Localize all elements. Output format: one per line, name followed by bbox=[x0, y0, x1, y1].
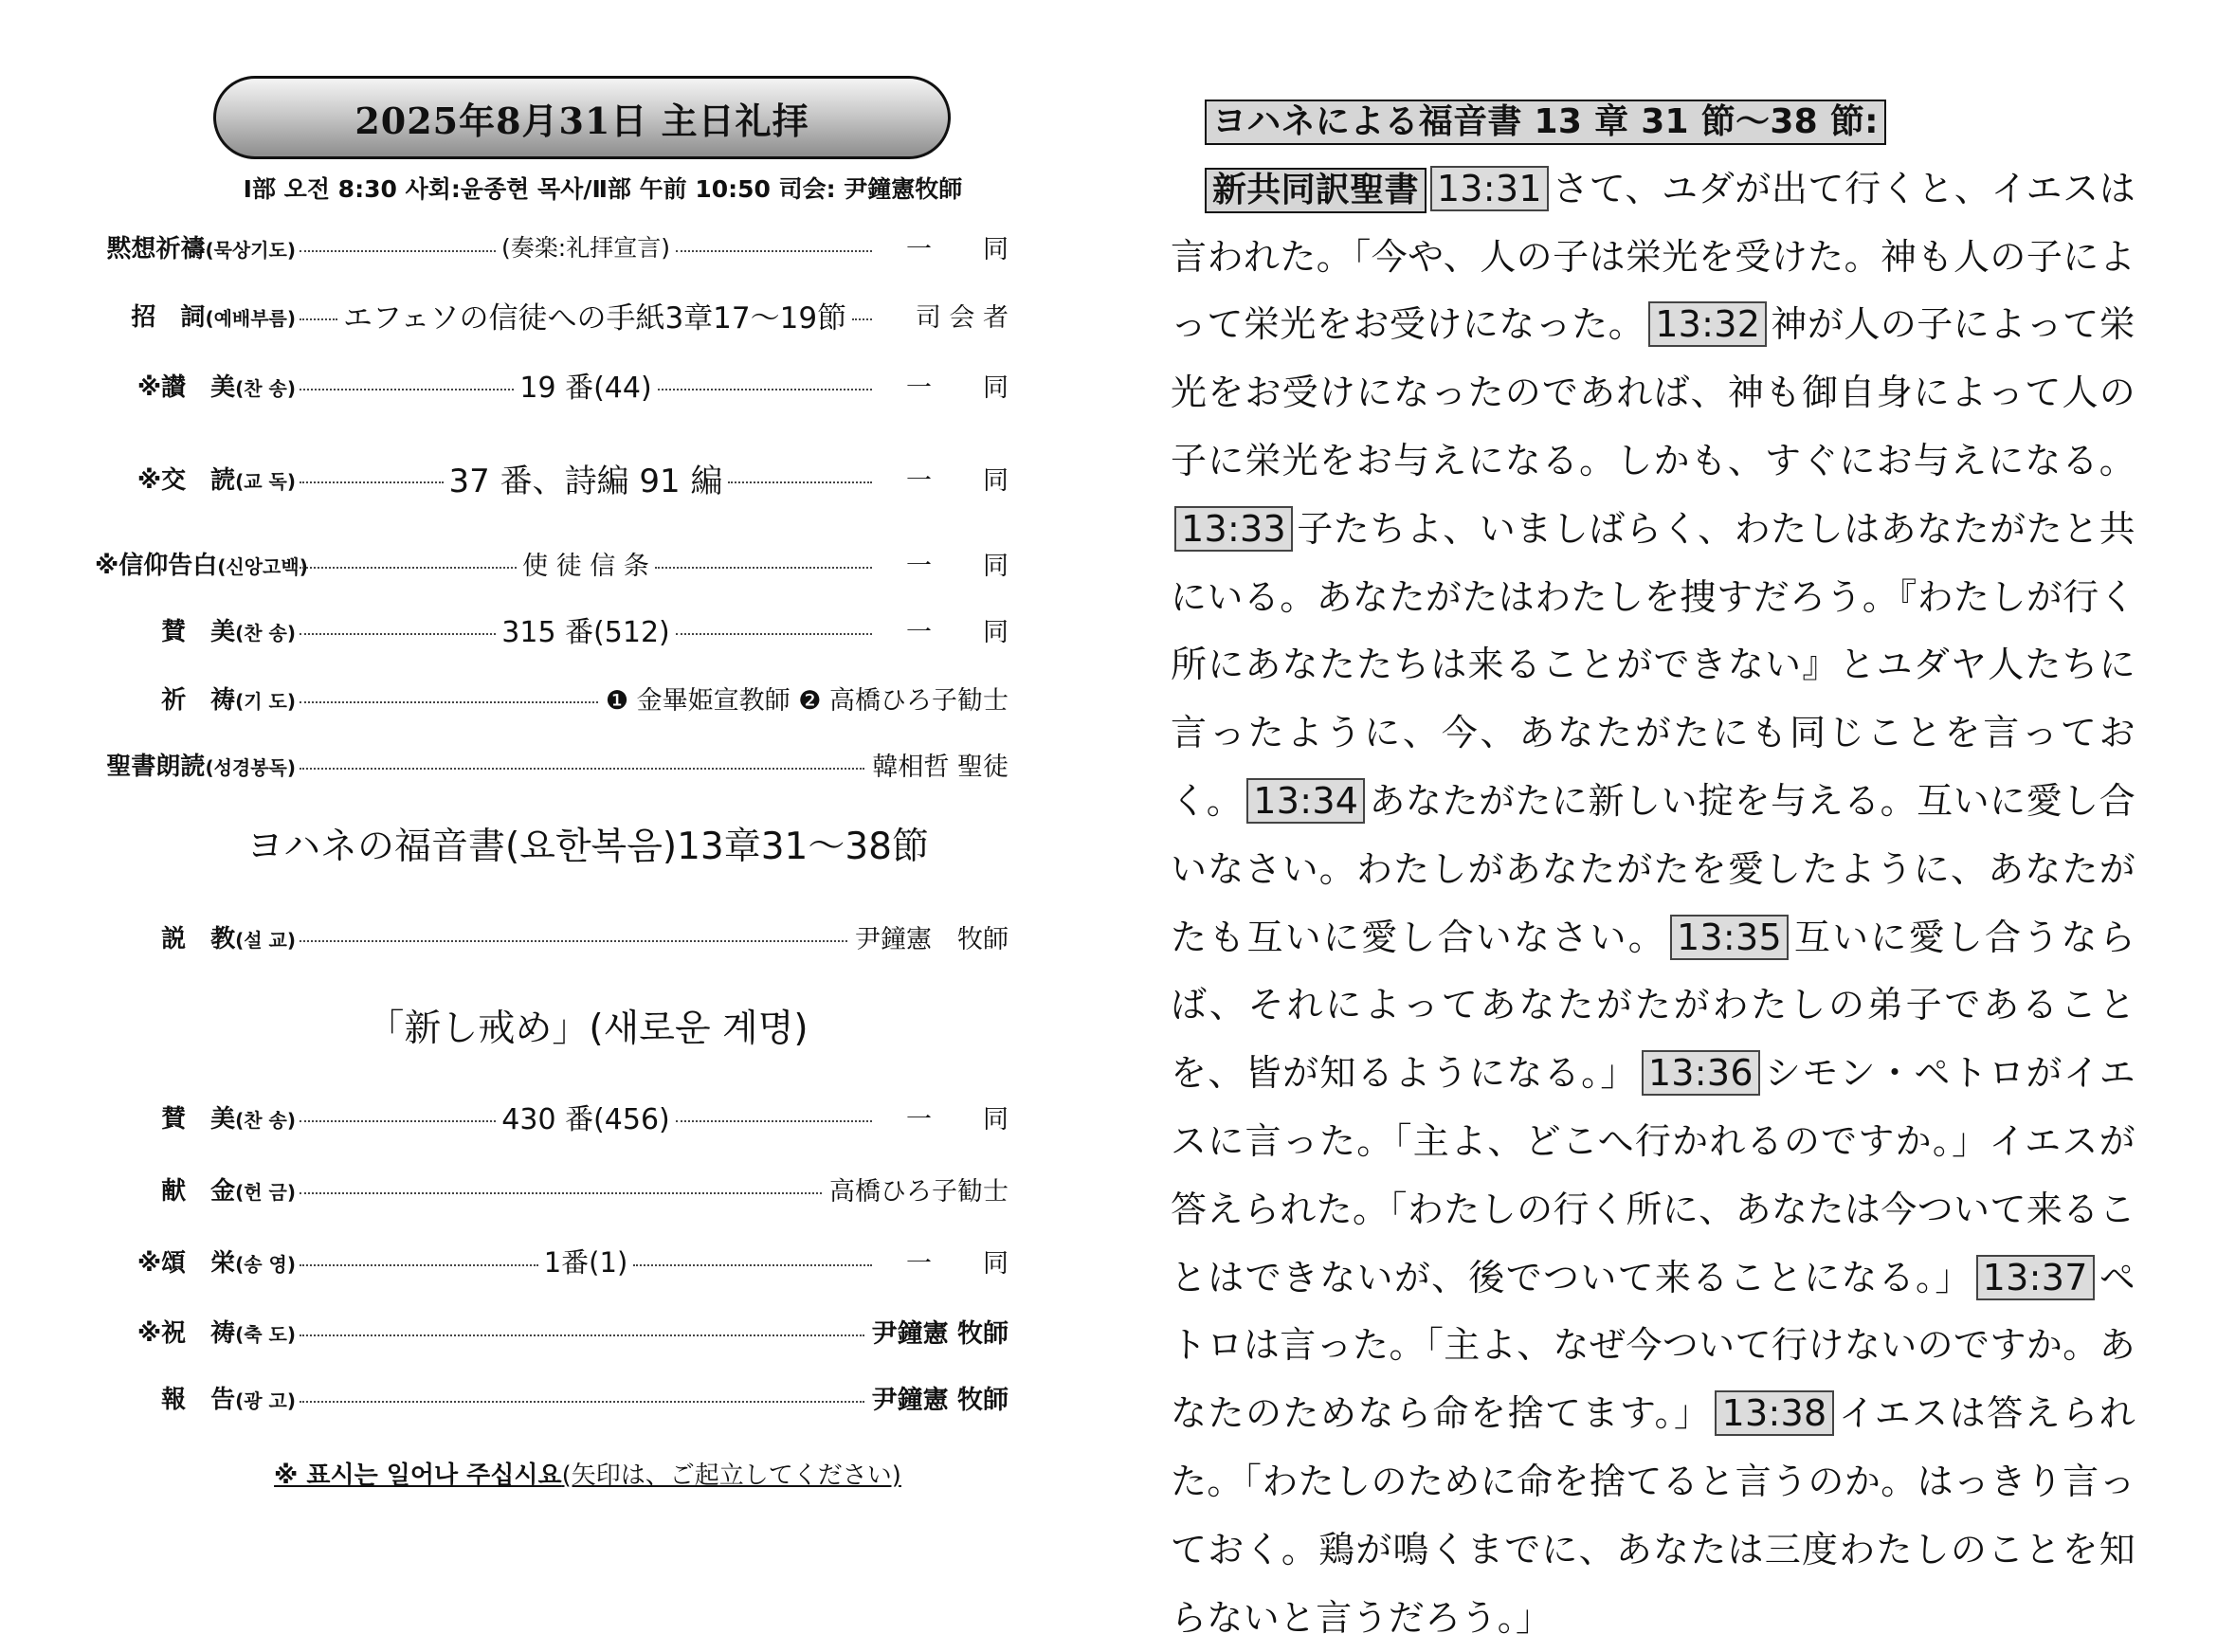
verse-number: 13:37 bbox=[1976, 1255, 2095, 1300]
sermon-title: 「新し戒め」(새로운 계명) bbox=[367, 1008, 809, 1050]
passage-title: ヨハネによる福音書 13 章 31 節～38 節: bbox=[1205, 100, 1886, 145]
order-item bbox=[95, 1378, 1014, 1416]
verse-number: 13:33 bbox=[1174, 506, 1293, 552]
service-times: Ⅰ部 오전 8:30 사회:윤종현 목사/Ⅱ部 午前 10:50 司会: 尹鐘憲牧師 bbox=[243, 175, 963, 203]
scripture-heading: ヨハネの福音書(요한복음)13章31～38節 bbox=[245, 826, 929, 868]
dot-leader bbox=[300, 701, 598, 703]
dot-leader bbox=[300, 1401, 864, 1403]
verse-text: あなたがたに新しい掟を与える。互いに愛し合いなさい。わたしがあなたがたを愛したように、あなたがたも互いに愛し合いなさい。 bbox=[1171, 779, 2135, 958]
item-responsible: 一 同 bbox=[906, 234, 1009, 264]
dot-leader bbox=[300, 1192, 822, 1194]
item-responsible: 一 同 bbox=[906, 1104, 1009, 1135]
page-title: 2025年8月31日 主日礼拝 bbox=[213, 76, 951, 159]
verse-text: シモン・ペトロがイエスに言った。「主よ、どこへ行かれるのですか。」イエスが答えられた。「わたしの行く所に、あなたは今ついて来ることはできないが、後でついて来ることになる。」 bbox=[1171, 1052, 2136, 1298]
item-label: 黙想祈禱 bbox=[106, 234, 206, 263]
order-item bbox=[95, 610, 1014, 648]
item-label: 賛 美 bbox=[161, 1104, 236, 1134]
translation-label: 新共同訳聖書 bbox=[1205, 168, 1427, 213]
item-label-korean: (광 고) bbox=[235, 1389, 296, 1412]
item-label: 説 教 bbox=[161, 924, 236, 953]
item-responsible: 一 同 bbox=[906, 465, 1009, 496]
item-content: 19 番(44) bbox=[519, 372, 652, 405]
item-label: ※頌 栄 bbox=[136, 1248, 236, 1278]
item-label: 祈 祷 bbox=[161, 685, 236, 715]
dot-leader bbox=[633, 1264, 872, 1266]
item-content: 使 徒 信 条 bbox=[522, 551, 649, 581]
order-item bbox=[95, 1170, 1014, 1207]
item-label: 賛 美 bbox=[161, 617, 236, 646]
item-label: 招 詞 bbox=[131, 302, 206, 332]
dot-leader bbox=[300, 567, 517, 569]
verse-text: 神が人の子によって栄光をお受けになったのであれば、神も御自身によって人の子に栄光をお与えになる。しかも、すぐにお与えになる。 bbox=[1171, 303, 2135, 481]
item-responsible: 一 同 bbox=[906, 551, 1009, 581]
verse-number: 13:38 bbox=[1715, 1390, 1833, 1436]
item-label-korean: (송 영) bbox=[235, 1252, 296, 1276]
dot-leader bbox=[658, 389, 872, 390]
order-item bbox=[95, 296, 1014, 334]
verse-text: 互いに愛し合うならば、それによってあなたがたがわたしの弟子であることを、皆が知るようになる。」 bbox=[1171, 916, 2136, 1095]
verse-text: ペトロは言った。「主よ、なぜ今ついて行けないのですか。あなたのためなら命を捨てます。」 bbox=[1171, 1256, 2135, 1435]
verse-number: 13:34 bbox=[1246, 778, 1365, 824]
item-label-korean: (예배부름) bbox=[205, 306, 296, 330]
item-label: ※祝 祷 bbox=[136, 1318, 236, 1348]
dot-leader bbox=[300, 940, 847, 942]
item-label-korean: (교 독) bbox=[235, 469, 296, 493]
dot-leader bbox=[655, 567, 872, 569]
item-responsible: 司 会 者 bbox=[915, 302, 1009, 333]
dot-leader bbox=[300, 633, 496, 635]
item-content: エフェソの信徒への手紙3章17～19節 bbox=[343, 300, 847, 336]
item-label: 献 金 bbox=[161, 1176, 236, 1206]
item-content: 1番(1) bbox=[543, 1245, 628, 1279]
order-item bbox=[95, 679, 1014, 717]
verse-number: 13:35 bbox=[1670, 915, 1789, 960]
verse-text: 子たちよ、いましばらく、わたしはあなたがたと共にいる。あなたがたはわたしを捜すだろう。『わたしが行く所にあなたたちは来ることができない』とユダヤ人たちに言ったように、今、あなたがたにも同じことを言っておく。 bbox=[1171, 507, 2135, 822]
dot-leader bbox=[676, 1120, 872, 1122]
footnote-japanese: (矢印は、ご起立してください) bbox=[561, 1461, 901, 1490]
item-label: 報 告 bbox=[161, 1385, 236, 1414]
item-responsible: 韓相哲 聖徒 bbox=[872, 752, 1009, 782]
verse-text: さて、ユダが出て行くと、イエスは言われた。「今や、人の子は栄光を受けた。神も人の子によって栄光をお受けになった。 bbox=[1171, 167, 2135, 346]
item-label-korean: (헌 금) bbox=[235, 1180, 296, 1204]
item-responsible: ❶ 金畢姫宣教師 ❷ 高橋ひろ子勧士 bbox=[605, 685, 1009, 716]
order-item bbox=[95, 1242, 1014, 1280]
dot-leader bbox=[300, 389, 514, 390]
dot-leader bbox=[300, 250, 496, 252]
order-item bbox=[95, 1312, 1014, 1350]
item-label-korean: (성경봉독) bbox=[205, 755, 296, 779]
item-responsible: 尹鐘憲 牧師 bbox=[855, 924, 1009, 954]
item-responsible: 一 同 bbox=[906, 617, 1009, 647]
scripture-reading-page bbox=[1171, 87, 2136, 1639]
order-item bbox=[95, 366, 1014, 404]
verse-text: イエスは答えられた。「わたしのために命を捨てると言うのか。はっきり言っておく。鶏が鳴くまでに、あなたは三度わたしのことを知らないと言うだろう。」 bbox=[1171, 1392, 2135, 1639]
dot-leader bbox=[676, 250, 872, 252]
item-label-korean: (찬 송) bbox=[235, 376, 296, 400]
dot-leader bbox=[300, 1334, 864, 1336]
item-responsible: 高橋ひろ子勧士 bbox=[829, 1176, 1009, 1207]
item-label-korean: (찬 송) bbox=[235, 621, 296, 644]
order-item bbox=[95, 544, 1014, 582]
dot-leader bbox=[300, 481, 444, 483]
item-label-korean: (설 교) bbox=[235, 928, 296, 952]
dot-leader bbox=[728, 481, 872, 483]
standing-footnote bbox=[218, 1456, 957, 1491]
item-label-korean: (찬 송) bbox=[235, 1108, 296, 1132]
item-responsible: 一 同 bbox=[906, 1248, 1009, 1279]
order-item bbox=[95, 917, 1014, 955]
item-content: (奏楽:礼拝宣言) bbox=[501, 234, 670, 262]
item-content: 315 番(512) bbox=[501, 616, 670, 649]
verse-number: 13:32 bbox=[1648, 301, 1767, 347]
item-content: 430 番(456) bbox=[501, 1103, 670, 1136]
item-responsible: 尹鐘憲 牧師 bbox=[871, 1318, 1009, 1349]
dot-leader bbox=[300, 768, 864, 770]
item-label-korean: (축 도) bbox=[235, 1322, 296, 1346]
order-item bbox=[95, 1098, 1014, 1135]
verse-number: 13:31 bbox=[1430, 166, 1549, 211]
item-label-korean: (신앙고백) bbox=[217, 554, 308, 578]
item-responsible: 尹鐘憲 牧師 bbox=[871, 1385, 1009, 1415]
dot-leader bbox=[852, 318, 872, 320]
passage-text bbox=[1171, 155, 2135, 1652]
item-label: ※讃 美 bbox=[136, 372, 236, 402]
item-label: 聖書朗読 bbox=[106, 752, 206, 781]
item-label-korean: (묵상기도) bbox=[205, 238, 296, 262]
order-item bbox=[95, 745, 1014, 783]
dot-leader bbox=[300, 1264, 538, 1266]
item-responsible: 一 同 bbox=[906, 372, 1009, 403]
verse-number: 13:36 bbox=[1642, 1050, 1760, 1096]
footnote-korean: ※ 표시는 일어나 주십시요 bbox=[274, 1461, 562, 1490]
item-label-korean: (기 도) bbox=[235, 689, 296, 713]
order-of-worship-page bbox=[0, 0, 1109, 1568]
item-content: 37 番、詩編 91 編 bbox=[448, 462, 723, 500]
dot-leader bbox=[300, 1120, 496, 1122]
item-label: ※交 読 bbox=[136, 465, 236, 495]
item-label: ※信仰告白 bbox=[95, 551, 218, 580]
dot-leader bbox=[676, 633, 872, 635]
order-item bbox=[95, 457, 1014, 499]
dot-leader bbox=[300, 318, 337, 320]
order-item bbox=[95, 227, 1014, 265]
